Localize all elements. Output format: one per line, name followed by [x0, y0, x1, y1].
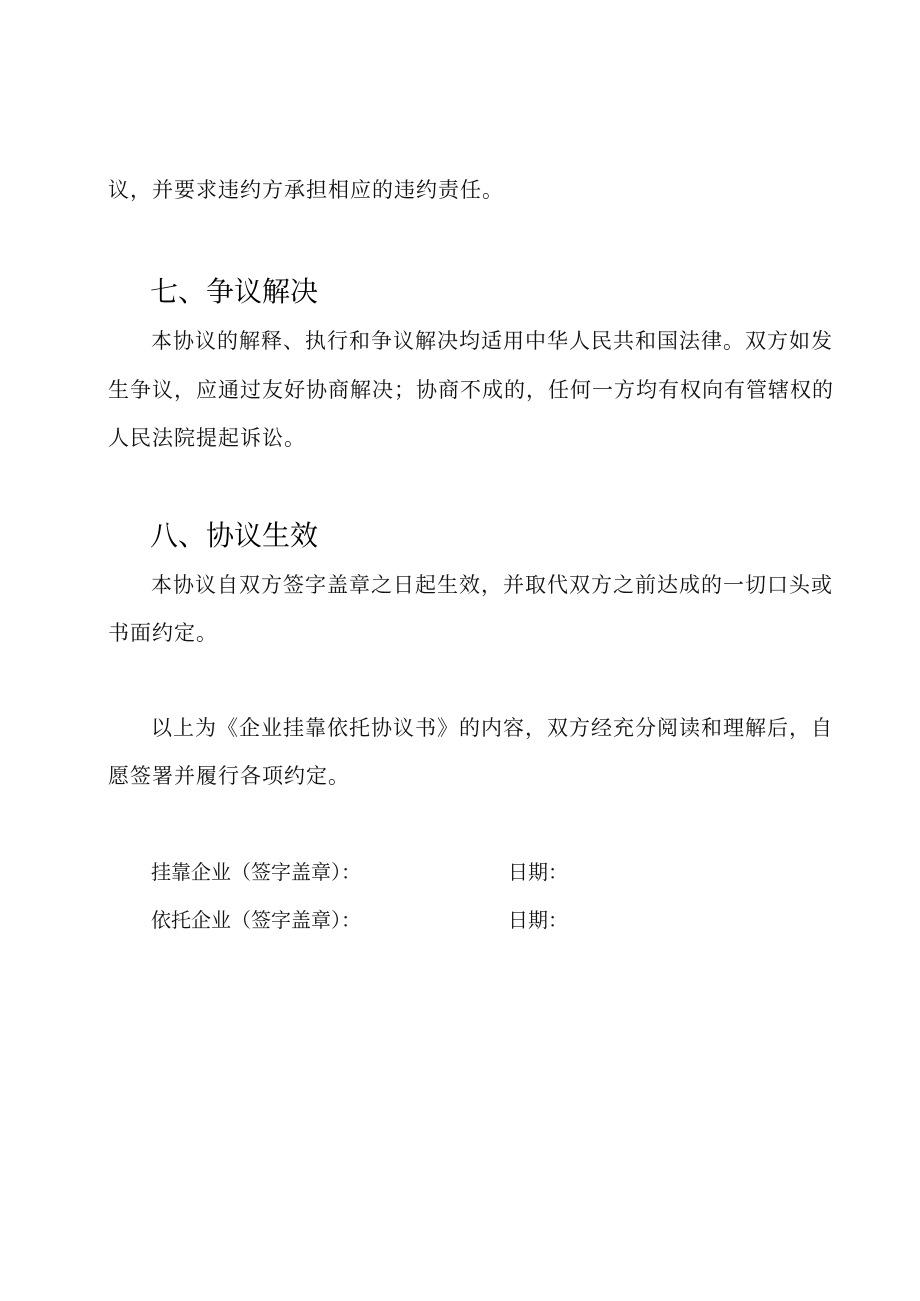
signature-party-2: 依托企业（签字盖章）： — [151, 908, 361, 932]
closing-line-2: 愿签署并履行各项约定。 — [108, 764, 350, 788]
section-7-heading: 七、争议解决 — [150, 275, 319, 308]
signature-date-label-2: 日期： — [508, 908, 568, 932]
section-8-line-1: 本协议自双方签字盖章之日起生效，并取代双方之前达成的一切口头或 — [151, 573, 833, 597]
closing-line-1: 以上为《企业挂靠依托协议书》的内容，双方经充分阅读和理解后，自 — [151, 716, 833, 740]
signature-party-1: 挂靠企业（签字盖章）： — [151, 860, 361, 884]
section-7-line-2: 生争议，应通过友好协商解决；协商不成的，任何一方均有权向有管辖权的 — [108, 378, 834, 402]
section-8-heading: 八、协议生效 — [150, 519, 319, 552]
section-7-line-3: 人民法院提起诉讼。 — [108, 426, 306, 450]
section-7-line-1: 本协议的解释、执行和争议解决均适用中华人民共和国法律。双方如发 — [151, 329, 833, 353]
section-8-line-2: 书面约定。 — [108, 621, 218, 645]
signature-date-label-1: 日期： — [508, 860, 568, 884]
continuation-text: 议，并要求违约方承担相应的违约责任。 — [108, 178, 504, 202]
